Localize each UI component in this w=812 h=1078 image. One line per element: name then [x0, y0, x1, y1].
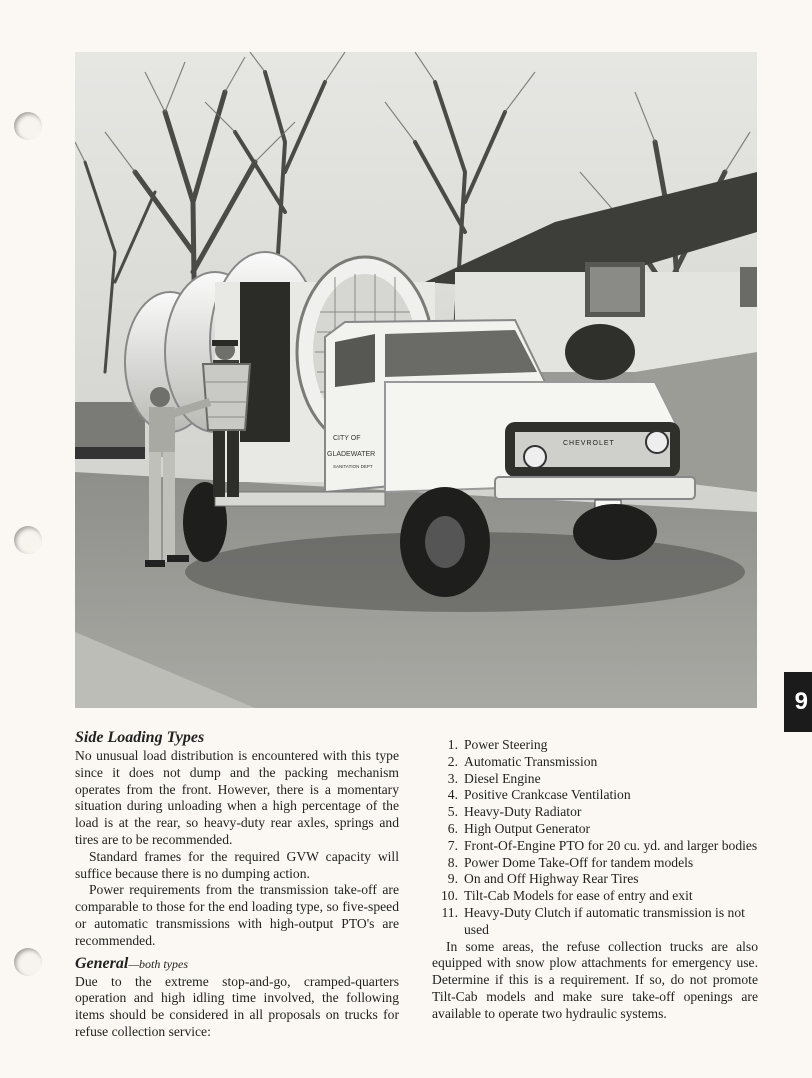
general-heading-title: General [75, 954, 129, 972]
garbage-truck-photo [75, 52, 757, 708]
side-loading-para-2: Standard frames for the required GVW capacity will suffice because there is no dumping action. [75, 848, 399, 881]
page-number-tab: 9 [784, 672, 812, 732]
list-item: 10. Tilt-Cab Models for ease of entry and exit [441, 888, 693, 904]
right-column [432, 737, 758, 1023]
list-item: 8. Power Dome Take-Off for tandem models [447, 854, 694, 870]
recommendation-list [432, 737, 758, 939]
side-loading-heading: Side Loading Types [75, 729, 205, 746]
door-lettering-2: GLADEWATER [327, 451, 376, 458]
binder-hole-top [14, 112, 42, 140]
list-item: 6. High Output Generator [447, 820, 591, 836]
binder-hole-middle [14, 526, 42, 554]
door-lettering-1: CITY OF [333, 435, 361, 442]
binder-hole-bottom [14, 948, 42, 976]
list-item: 9. On and Off Highway Rear Tires [447, 871, 639, 887]
general-para: Due to the extreme stop-and-go, cramped-quarters operation and high idling time involved, the following items should be considered in all proposals on trucks for refuse collection service: [75, 973, 399, 1039]
door-lettering-3: SANITATION DEPT [333, 464, 373, 469]
list-item: 7. Front-Of-Engine PTO for 20 cu. yd. and larger bodies [447, 837, 758, 853]
list-item: 3. Diesel Engine [447, 770, 541, 786]
side-loading-para-1: No unusual load distribution is encountered with this type since it does not dump and the packing mechanism operates from the front. However, there is a momentary situation during unloading when a high percentage of the load is at the rear, so heavy-duty rear axles, springs and tires are to be recommended. [75, 748, 399, 847]
list-item: 5. Heavy-Duty Radiator [447, 804, 582, 820]
left-column [75, 728, 399, 1041]
list-item: 4. Positive Crankcase Ventilation [447, 787, 631, 803]
list-item: 1. Power Steering [447, 737, 548, 752]
closing-para: In some areas, the refuse collection trucks are also equipped with snow plow attachments for emergency use. Determine if this is a requirement. If so, do not promote Tilt-Cab models and make sure take-off openings are available to operate two hydraulic systems. [432, 938, 758, 1021]
grille-badge: CHEVROLET [563, 440, 615, 447]
general-heading-sub: —both types [128, 956, 188, 971]
side-loading-para-3: Power requirements from the transmission take-off are comparable to those for the end loading type, so five-speed or automatic transmissions with high-output PTO's are recommended. [75, 882, 399, 948]
list-item: 11. Heavy-Duty Clutch if automatic transmission is not used [441, 904, 745, 937]
general-heading [75, 954, 399, 974]
list-item: 2. Automatic Transmission [447, 753, 598, 769]
